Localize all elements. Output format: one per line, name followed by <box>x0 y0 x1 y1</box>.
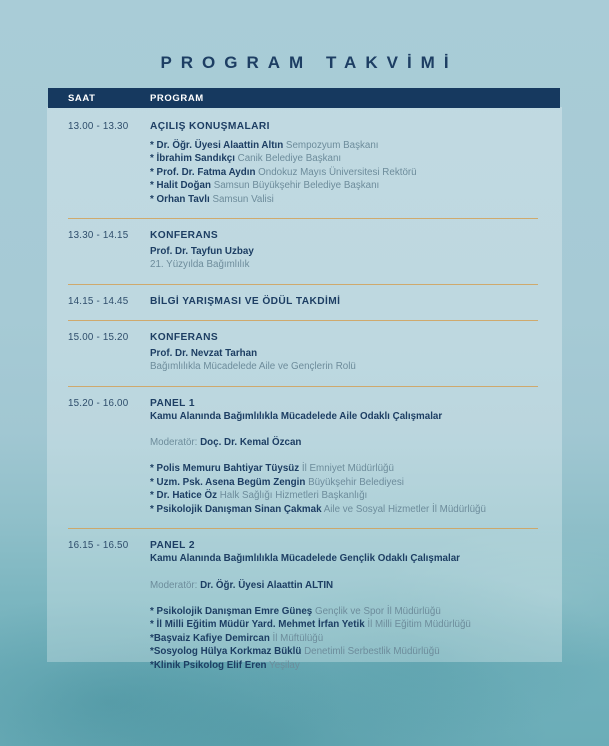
schedule-section <box>68 219 538 285</box>
section-heading: AÇILIŞ KONUŞMALARI <box>150 121 270 132</box>
moderator-name: Dr. Öğr. Üyesi Alaattin ALTIN <box>200 579 334 591</box>
section-body <box>150 539 538 672</box>
speaker-org: Aile ve Sosyal Hizmetler İl Müdürlüğü <box>321 503 486 515</box>
moderator-label: Moderatör: <box>150 437 201 449</box>
section-time: 14.15 - 14.45 <box>68 295 129 307</box>
section-heading: KONFERANS <box>150 230 219 242</box>
moderator-row <box>150 436 538 449</box>
speaker-name: * Psikolojik Danışman Emre Güneş <box>150 605 313 617</box>
speaker-row <box>150 632 538 645</box>
schedule-section <box>68 321 538 387</box>
speaker-row <box>150 489 538 502</box>
speaker-row <box>150 462 538 475</box>
speaker-row <box>150 645 538 658</box>
speaker-name: * Prof. Dr. Fatma Aydın <box>150 166 256 178</box>
section-body <box>150 331 538 374</box>
speaker-name: * Polis Memuru Bahtiyar Tüysüz <box>150 463 300 475</box>
speaker-name: * Halit Doğan <box>150 180 211 192</box>
section-time: 13.00 - 13.30 <box>68 121 129 132</box>
moderator-label: Moderatör: <box>150 579 201 591</box>
speaker-org: Denetimli Serbestlik Müdürlüğü <box>301 646 440 658</box>
sections <box>68 110 538 684</box>
speaker-row <box>150 503 538 516</box>
speaker-list <box>150 462 538 516</box>
speaker-org: İl Milli Eğitim Müdürlüğü <box>364 619 471 631</box>
speaker-org: Yeşilay <box>266 659 300 671</box>
speaker-row <box>150 476 538 489</box>
speaker-row <box>150 139 538 152</box>
schedule-section <box>68 110 538 219</box>
schedule-section <box>68 285 538 321</box>
speaker-row <box>150 618 538 631</box>
speaker-row <box>150 193 538 206</box>
time-column-header: SAAT <box>68 92 96 104</box>
section-time: 16.15 - 16.50 <box>68 540 129 552</box>
moderator-row <box>150 579 538 592</box>
speaker-org: İl Müftülüğü <box>269 632 324 644</box>
speaker-org: Halk Sağlığı Hizmetleri Başkanlığı <box>216 490 368 502</box>
speaker-name: *Sosyolog Hülya Korkmaz Büklü <box>150 646 302 658</box>
moderator-name: Doç. Dr. Kemal Özcan <box>200 437 302 449</box>
section-line: Prof. Dr. Nevzat Tarhan <box>150 347 258 359</box>
section-time: 15.00 - 15.20 <box>68 331 129 343</box>
schedule-section <box>68 387 538 529</box>
section-heading: PANEL 2 <box>150 540 195 552</box>
section-line: Bağımlılıkla Mücadelede Aile ve Gençlerin Rolü <box>150 361 356 373</box>
section-body <box>150 397 538 516</box>
speaker-org: Sempozyum Başkanı <box>283 140 379 151</box>
speaker-list <box>150 605 538 672</box>
section-lines <box>150 245 538 272</box>
section-time: 13.30 - 14.15 <box>68 230 129 242</box>
speaker-name: * İl Milli Eğitim Müdür Yard. Mehmet İrfan Yetik <box>150 619 365 631</box>
section-body <box>150 229 538 272</box>
speaker-row <box>150 659 538 672</box>
speaker-name: * Dr. Öğr. Üyesi Alaattin Altın <box>150 140 284 151</box>
section-body <box>150 120 538 206</box>
speaker-name: * Orhan Tavlı <box>150 193 210 205</box>
speaker-name: * Uzm. Psk. Asena Begüm Zengin <box>150 476 306 488</box>
speaker-org: Canik Belediye Başkanı <box>234 153 342 165</box>
section-line: Prof. Dr. Tayfun Uzbay <box>150 246 254 258</box>
speaker-org: Ondokuz Mayıs Üniversitesi Rektörü <box>255 166 417 178</box>
speaker-org: Samsun Büyükşehir Belediye Başkanı <box>210 180 380 192</box>
schedule-section <box>68 529 538 684</box>
section-heading: BİLGİ YARIŞMASI VE ÖDÜL TAKDİMİ <box>150 295 341 307</box>
section-time: 15.20 - 16.00 <box>68 397 129 409</box>
section-body <box>150 295 538 308</box>
page-title: PROGRAM TAKVİMİ <box>160 53 458 72</box>
section-lines <box>150 347 538 374</box>
speaker-list <box>150 139 538 206</box>
section-heading: KONFERANS <box>150 331 219 343</box>
section-line: 21. Yüzyılda Bağımlılık <box>150 259 250 271</box>
speaker-name: * İbrahim Sandıkçı <box>150 153 235 165</box>
section-heading: PANEL 1 <box>150 397 195 409</box>
speaker-row <box>150 152 538 165</box>
table-header <box>48 88 560 108</box>
section-subtitle: Kamu Alanında Bağımlılıkla Mücadelede Gençlik Odaklı Çalışmalar <box>150 553 460 565</box>
speaker-name: *Başvaiz Kafiye Demircan <box>150 632 270 644</box>
speaker-name: * Dr. Hatice Öz <box>150 490 217 502</box>
speaker-org: Gençlik ve Spor İl Müdürlüğü <box>312 605 441 617</box>
speaker-org: İl Emniyet Müdürlüğü <box>299 463 394 475</box>
speaker-org: Büyükşehir Belediyesi <box>305 476 404 488</box>
speaker-name: *Klinik Psikolog Elif Eren <box>150 659 267 671</box>
speaker-row <box>150 605 538 618</box>
section-subtitle: Kamu Alanında Bağımlılıkla Mücadelede Aile Odaklı Çalışmalar <box>150 410 443 422</box>
speaker-row <box>150 179 538 192</box>
speaker-row <box>150 166 538 179</box>
speaker-org: Samsun Valisi <box>209 193 274 205</box>
speaker-name: * Psikolojik Danışman Sinan Çakmak <box>150 503 322 515</box>
program-column-header: PROGRAM <box>150 92 204 104</box>
